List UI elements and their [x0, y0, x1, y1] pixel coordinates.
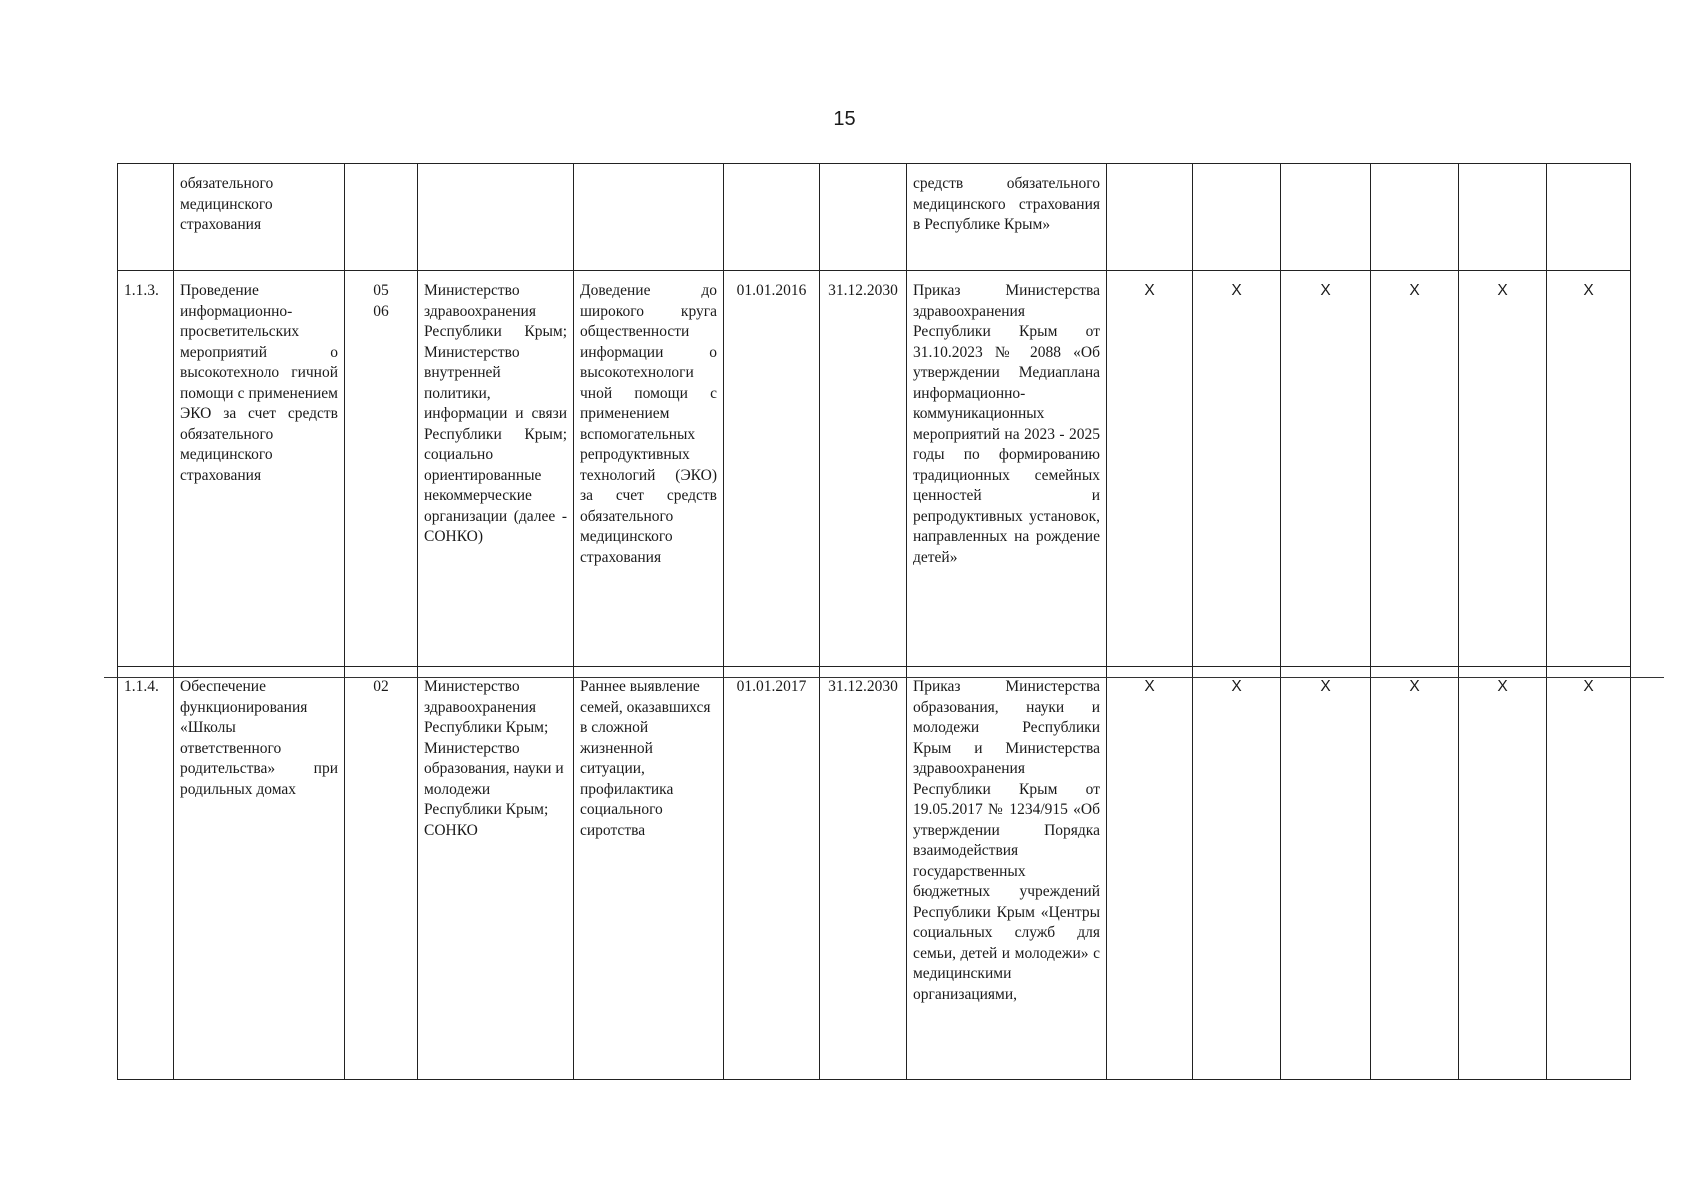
table-row [118, 271, 1631, 667]
mark-cell: X [1371, 271, 1459, 667]
mark-cell [1107, 164, 1193, 271]
task-codes: 02 [345, 667, 418, 1080]
task-codes: 05 06 [345, 271, 418, 667]
mark-cell: X [1459, 271, 1547, 667]
start-date: 01.01.2017 [724, 667, 820, 1080]
mark-cell: X [1459, 667, 1547, 1080]
mark-cell [1281, 164, 1371, 271]
end-date: 31.12.2030 [820, 667, 907, 1080]
event-name: Проведение информационно-просветительских мероприятий о высокотехноло гичной помощи с применением ЭКО за счет средств обязательного медицинского страхования [174, 271, 345, 667]
scan-strike-line [104, 677, 1664, 678]
start-date [724, 164, 820, 271]
legal-basis: Приказ Министерства образования, науки и молодежи Республики Крым и Министерства здравоохранения Республики Крым от 19.05.2017 № 1234/915 «Об утверждении Порядка взаимодействия государственных бюджетных учреждений Республики Крым «Центры социальных служб для семьи, детей и молодежи» с медицинскими организациями, [907, 667, 1107, 1080]
start-date: 01.01.2016 [724, 271, 820, 667]
plan-table [117, 163, 1631, 1080]
mark-cell: X [1107, 271, 1193, 667]
end-date [820, 164, 907, 271]
row-number [118, 164, 174, 271]
row-number: 1.1.4. [118, 667, 174, 1080]
mark-cell: X [1193, 667, 1281, 1080]
mark-cell: X [1547, 667, 1631, 1080]
expected-result: Раннее выявление семей, оказавшихся в сложной жизненной ситуации, профилактика социального сиротства [574, 667, 724, 1080]
page-number: 15 [833, 108, 856, 130]
executors: Министерство здравоохранения Республики Крым; Министерство внутренней политики, информации и связи Республики Крым; социально ориентированные некоммерческие организации (далее - СОНКО) [418, 271, 574, 667]
expected-result [574, 164, 724, 271]
mark-cell: X [1547, 271, 1631, 667]
legal-basis: средств обязательного медицинского страхования в Республике Крым» [907, 164, 1107, 271]
mark-cell [1459, 164, 1547, 271]
legal-basis: Приказ Министерства здравоохранения Республики Крым от 31.10.2023 № 2088 «Об утверждении Медиаплана информационно-коммуникационных мероприятий на 2023 - 2025 годы по формированию традиционных семейных ценностей и репродуктивных установок, направленных на рождение детей» [907, 271, 1107, 667]
end-date: 31.12.2030 [820, 271, 907, 667]
table-row [118, 164, 1631, 271]
executors: Министерство здравоохранения Республики Крым; Министерство образования, науки и молодежи Республики Крым; СОНКО [418, 667, 574, 1080]
event-name: Обеспечение функционирования «Школы ответственного родительства» при родильных домах [174, 667, 345, 1080]
mark-cell: X [1193, 271, 1281, 667]
mark-cell [1547, 164, 1631, 271]
expected-result: Доведение до широкого круга общественности информации о высокотехнологи чной помощи с применением вспомогательных репродуктивных технологий (ЭКО) за счет средств обязательного медицинского страхования [574, 271, 724, 667]
event-name: обязательного медицинского страхования [174, 164, 345, 271]
mark-cell: X [1107, 667, 1193, 1080]
executors [418, 164, 574, 271]
task-codes [345, 164, 418, 271]
mark-cell [1371, 164, 1459, 271]
mark-cell [1193, 164, 1281, 271]
row-number: 1.1.3. [118, 271, 174, 667]
mark-cell: X [1281, 667, 1371, 1080]
mark-cell: X [1281, 271, 1371, 667]
table-row [118, 667, 1631, 1080]
mark-cell: X [1371, 667, 1459, 1080]
